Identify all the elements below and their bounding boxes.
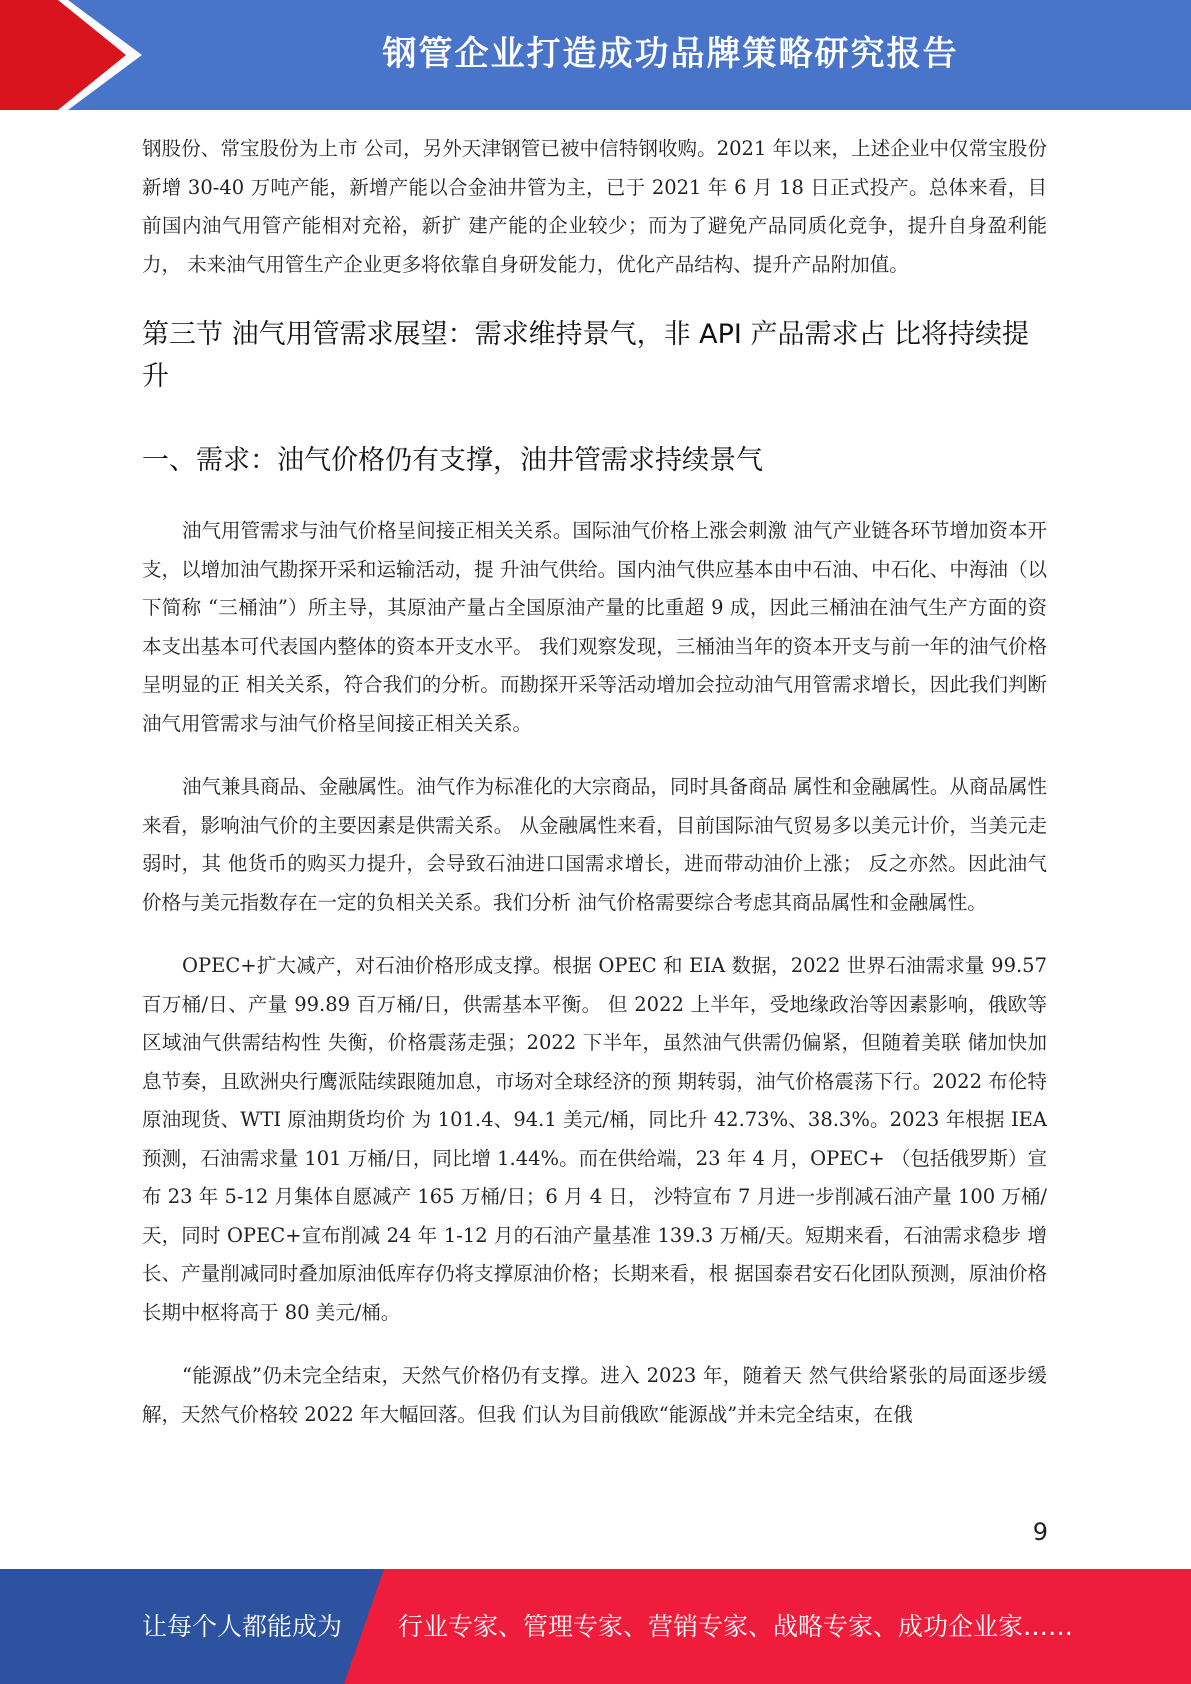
footer-slogan-right: 行业专家、管理专家、营销专家、战略专家、成功企业家……	[398, 1612, 1074, 1641]
page-footer	[0, 1569, 1191, 1684]
page-number: 9	[1032, 1518, 1048, 1546]
body-paragraph: OPEC+扩大减产，对石油价格形成支撑。根据 OPEC 和 EIA 数据，2022 世界石油需求量 99.57 百万桶/日、产量 99.89 百万桶/日，供需基本平衡。 但 2022 上半年，受地缘政治等因素影响，俄欧等区域油气供需结构性 失衡，价格震荡走强；2022 下半年，虽然油气供需仍偏紧，但随着美联 储加快加息节奏，且欧洲央行鹰派陆续跟随加息，市场对全球经济的预 期转弱，油气价格震荡下行。2022 布伦特原油现货、WTI 原油期货均价 为 101.4、94.1 美元/桶，同比升 42.73%、38.3%。2023 年根据 IEA 预测，石油需求量 101 万桶/日，同比增 1.44%。而在供给端，23 年 4 月，OPEC+ （包括俄罗斯）宣布 23 年 5-12 月集体自愿减产 165 万桶/日；6 月 4 日， 沙特宣布 7 月进一步削减石油产量 100 万桶/天，同时 OPEC+宣布削减 24 年 1-12 月的石油产量基准 139.3 万桶/天。短期来看，石油需求稳步 增长、产量削减同时叠加原油低库存仍将支撑原油价格；长期来看，根 据国泰君安石化团队预测，原油价格长期中枢将高于 80 美元/桶。	[142, 954, 1047, 1324]
page-content	[142, 130, 1047, 1434]
page-header	[0, 0, 1191, 110]
body-paragraph: “能源战”仍未完全结束，天然气价格仍有支撑。进入 2023 年，随着天 然气供给紧张的局面逐步缓解，天然气价格较 2022 年大幅回落。但我 们认为目前俄欧“能源战”并未完全结束，在俄	[142, 1364, 1047, 1426]
header-chevron-icon	[0, 0, 160, 110]
report-title: 钢管企业打造成功品牌策略研究报告	[382, 34, 959, 74]
footer-slogan-left: 让每个人都能成为	[142, 1612, 343, 1641]
intro-paragraph: 钢股份、常宝股份为上市 公司，另外天津钢管已被中信特钢收购。2021 年以来，上述企业中仅常宝股份新增 30-40 万吨产能，新增产能以合金油井管为主，已于 2021 年 6 月 18 日正式投产。总体来看，目前国内油气用管产能相对充裕，新扩 建产能的企业较少；而为了避免产品同质化竞争，提升自身盈利能力， 未来油气用管生产企业更多将依靠自身研发能力，优化产品结构、提升产品附加值。	[142, 137, 1047, 276]
body-paragraph: 油气用管需求与油气价格呈间接正相关关系。国际油气价格上涨会刺激 油气产业链各环节增加资本开支，以增加油气勘探开采和运输活动，提 升油气供给。国内油气供应基本由中石油、中石化、中海油（以下简称 “三桶油”）所主导，其原油产量占全国原油产量的比重超 9 成，因此三桶油在油气生产方面的资本支出基本可代表国内整体的资本开支水平。 我们观察发现，三桶油当年的资本开支与前一年的油气价格呈明显的正 相关关系，符合我们的分析。而勘探开采等活动增加会拉动油气用管需求增长，因此我们判断油气用管需求与油气价格呈间接正相关关系。	[142, 519, 1047, 735]
section-title: 第三节 油气用管需求展望：需求维持景气，非 API 产品需求占 比将持续提升	[142, 319, 1030, 392]
body-paragraph: 油气兼具商品、金融属性。油气作为标准化的大宗商品，同时具备商品 属性和金融属性。从商品属性来看，影响油气价的主要因素是供需关系。 从金融属性来看，目前国际油气贸易多以美元计价，当美元走弱时，其 他货币的购买力提升，会导致石油进口国需求增长，进而带动油价上涨； 反之亦然。因此油气价格与美元指数存在一定的负相关关系。我们分析 油气价格需要综合考虑其商品属性和金融属性。	[142, 775, 1047, 914]
subsection-title: 一、需求：油气价格仍有支撑，油井管需求持续景气	[142, 445, 763, 476]
